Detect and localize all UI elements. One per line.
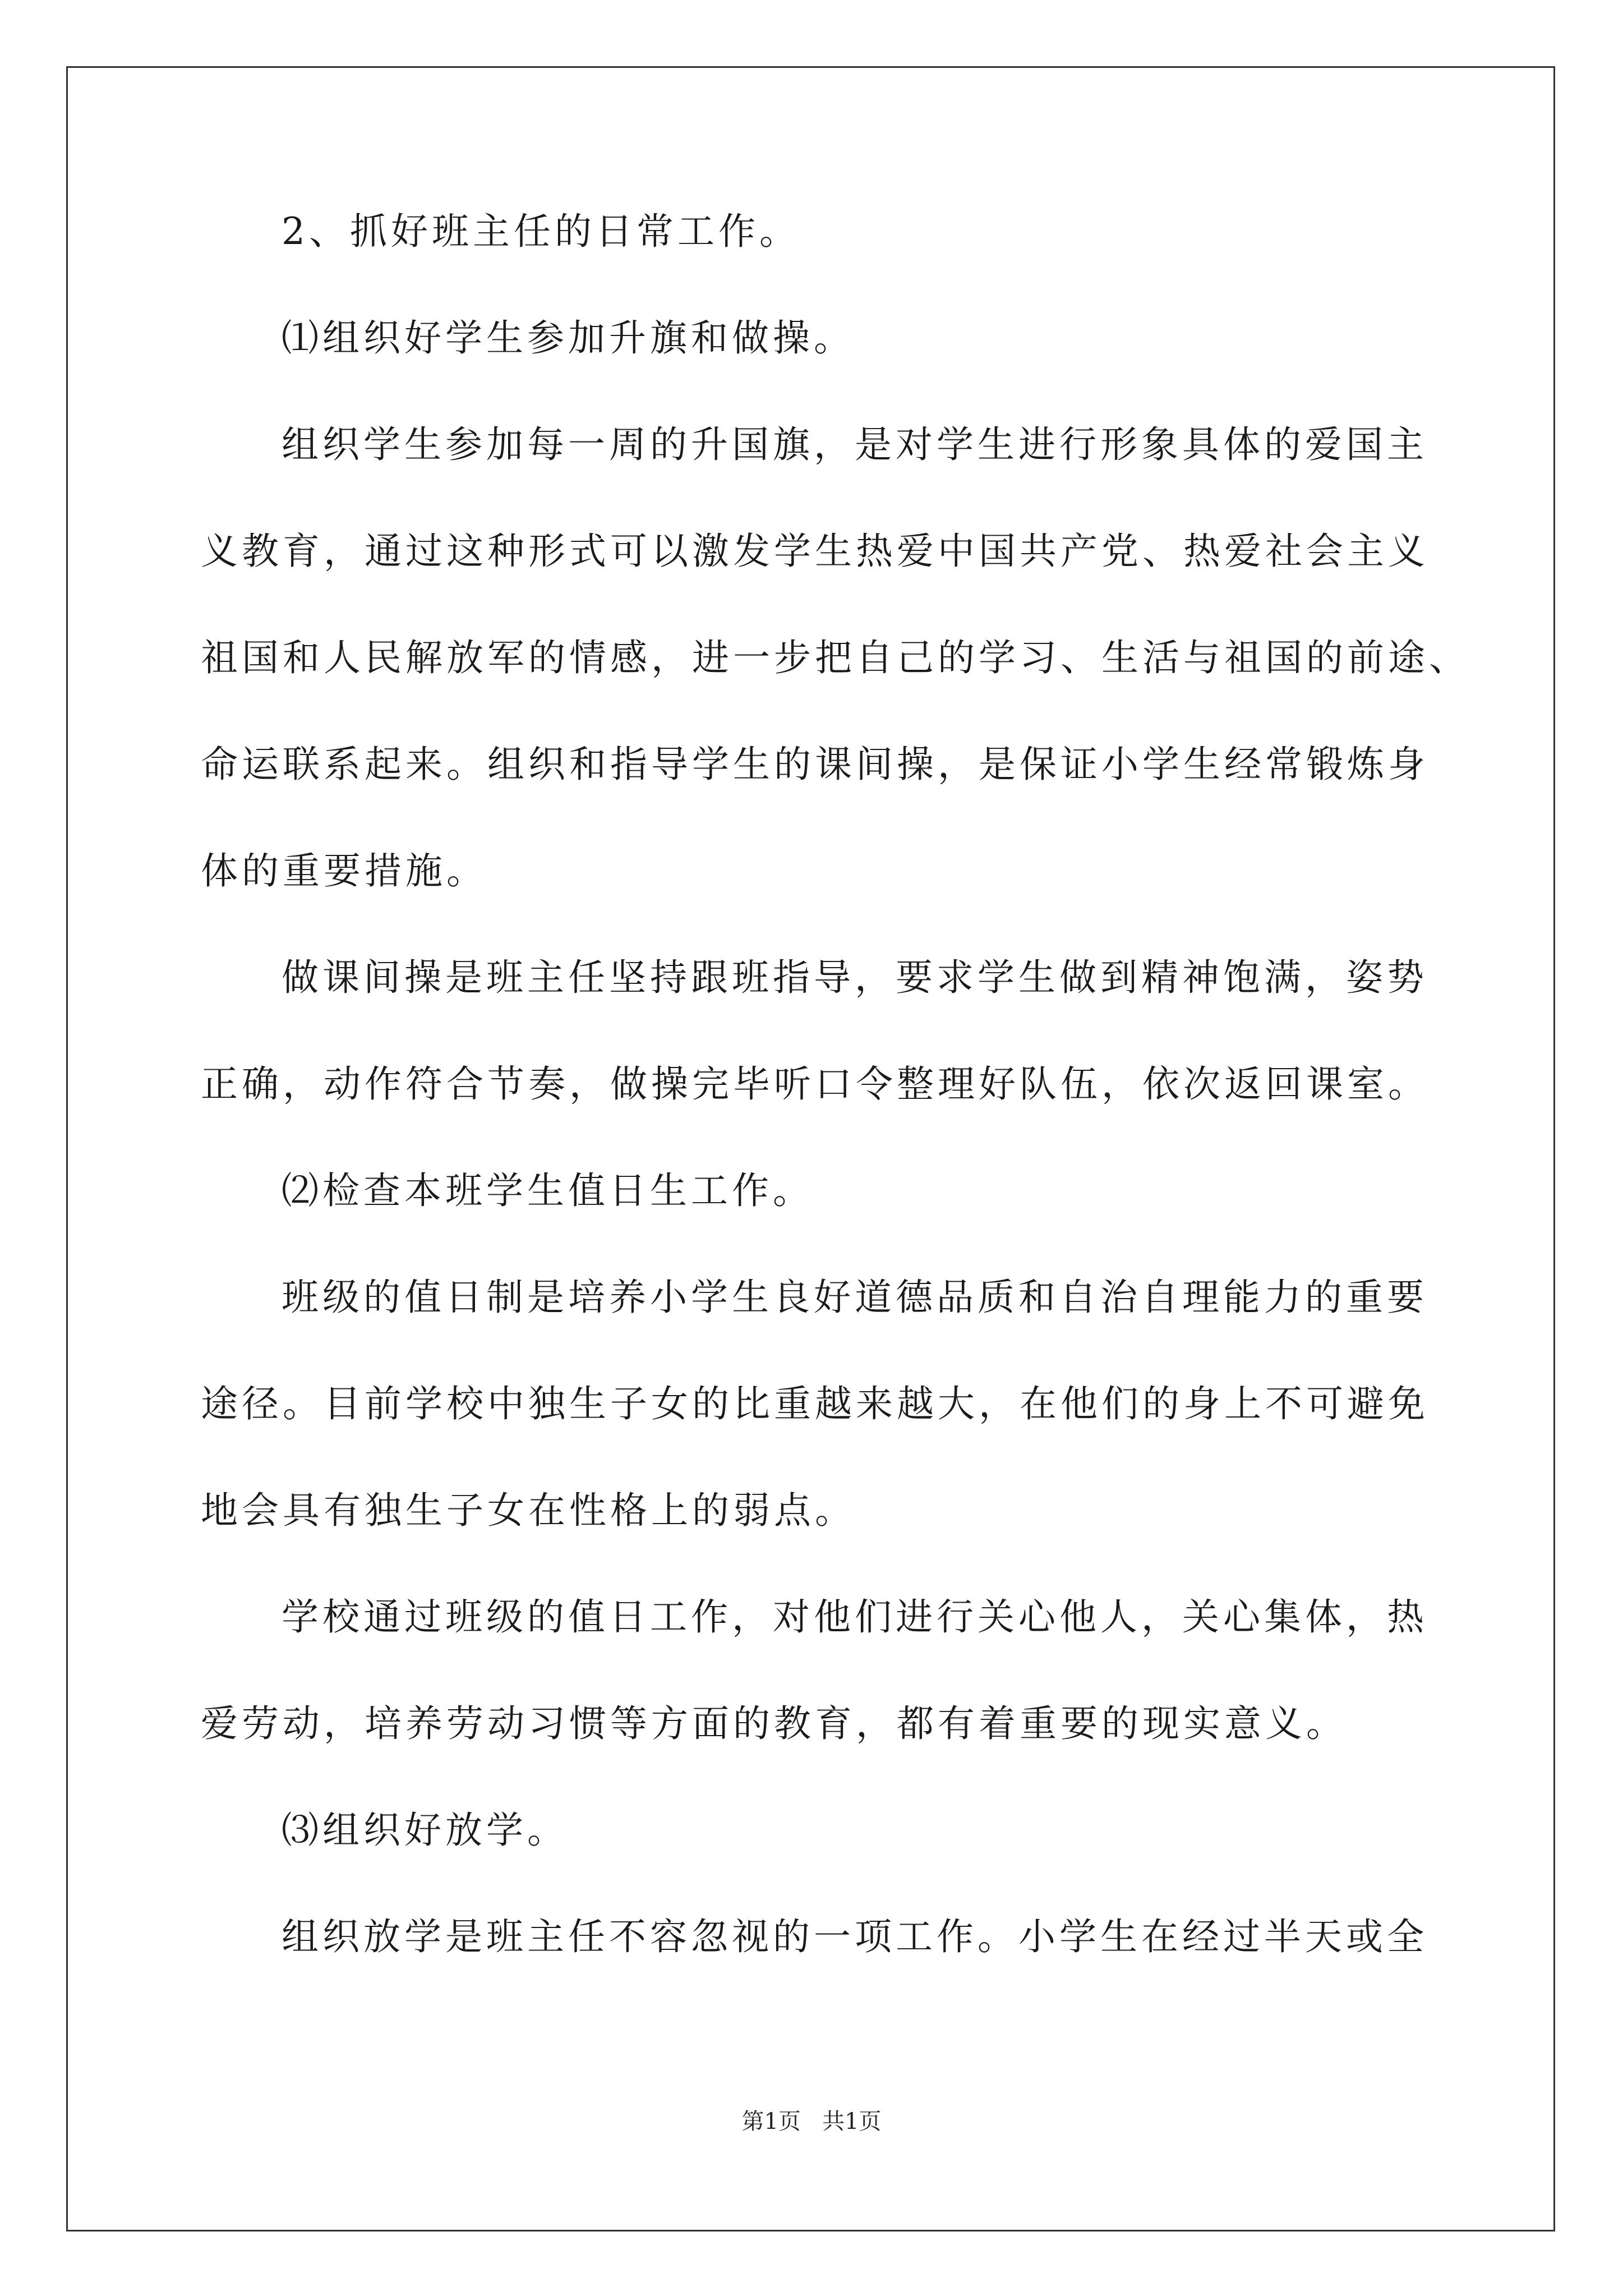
text-line: 义教育，通过这种形式可以激发学生热爱中国共产党、热爱社会主义 bbox=[201, 530, 1429, 573]
text-line: 爱劳动，培养劳动习惯等方面的教育，都有着重要的现实意义。 bbox=[201, 1702, 1347, 1745]
text-line: 祖国和人民解放军的情感，进一步把自己的学习、生活与祖国的前途、 bbox=[201, 636, 1470, 679]
text-line: 途径。目前学校中独生子女的比重越来越大，在他们的身上不可避免 bbox=[201, 1382, 1429, 1425]
text-line: 组织放学是班主任不容忽视的一项工作。小学生在经过半天或全 bbox=[282, 1915, 1428, 1958]
text-line: 做课间操是班主任坚持跟班指导，要求学生做到精神饱满，姿势 bbox=[282, 956, 1428, 999]
text-line: 学校通过班级的值日工作，对他们进行关心他人，关心集体，热 bbox=[282, 1595, 1428, 1639]
text-line: ⑴组织好学生参加升旗和做操。 bbox=[282, 316, 855, 360]
text-line: 组织学生参加每一周的升国旗，是对学生进行形象具体的爱国主 bbox=[282, 423, 1428, 466]
text-line: 体的重要措施。 bbox=[201, 849, 487, 892]
text-line: 班级的值日制是培养小学生良好道德品质和自治自理能力的重要 bbox=[282, 1276, 1428, 1319]
text-line: 2、抓好班主任的日常工作。 bbox=[282, 210, 800, 253]
text-line: 命运联系起来。组织和指导学生的课间操，是保证小学生经常锻炼身 bbox=[201, 743, 1429, 786]
text-line: 正确，动作符合节奏，做操完毕听口令整理好队伍，依次返回课室。 bbox=[201, 1062, 1429, 1106]
page-footer: 第1页 共1页 bbox=[741, 2109, 882, 2134]
text-line: 地会具有独生子女在性格上的弱点。 bbox=[201, 1489, 856, 1532]
page-border bbox=[66, 66, 1555, 2231]
text-line: ⑵检查本班学生值日生工作。 bbox=[282, 1169, 814, 1212]
text-line: ⑶组织好放学。 bbox=[282, 1809, 568, 1852]
